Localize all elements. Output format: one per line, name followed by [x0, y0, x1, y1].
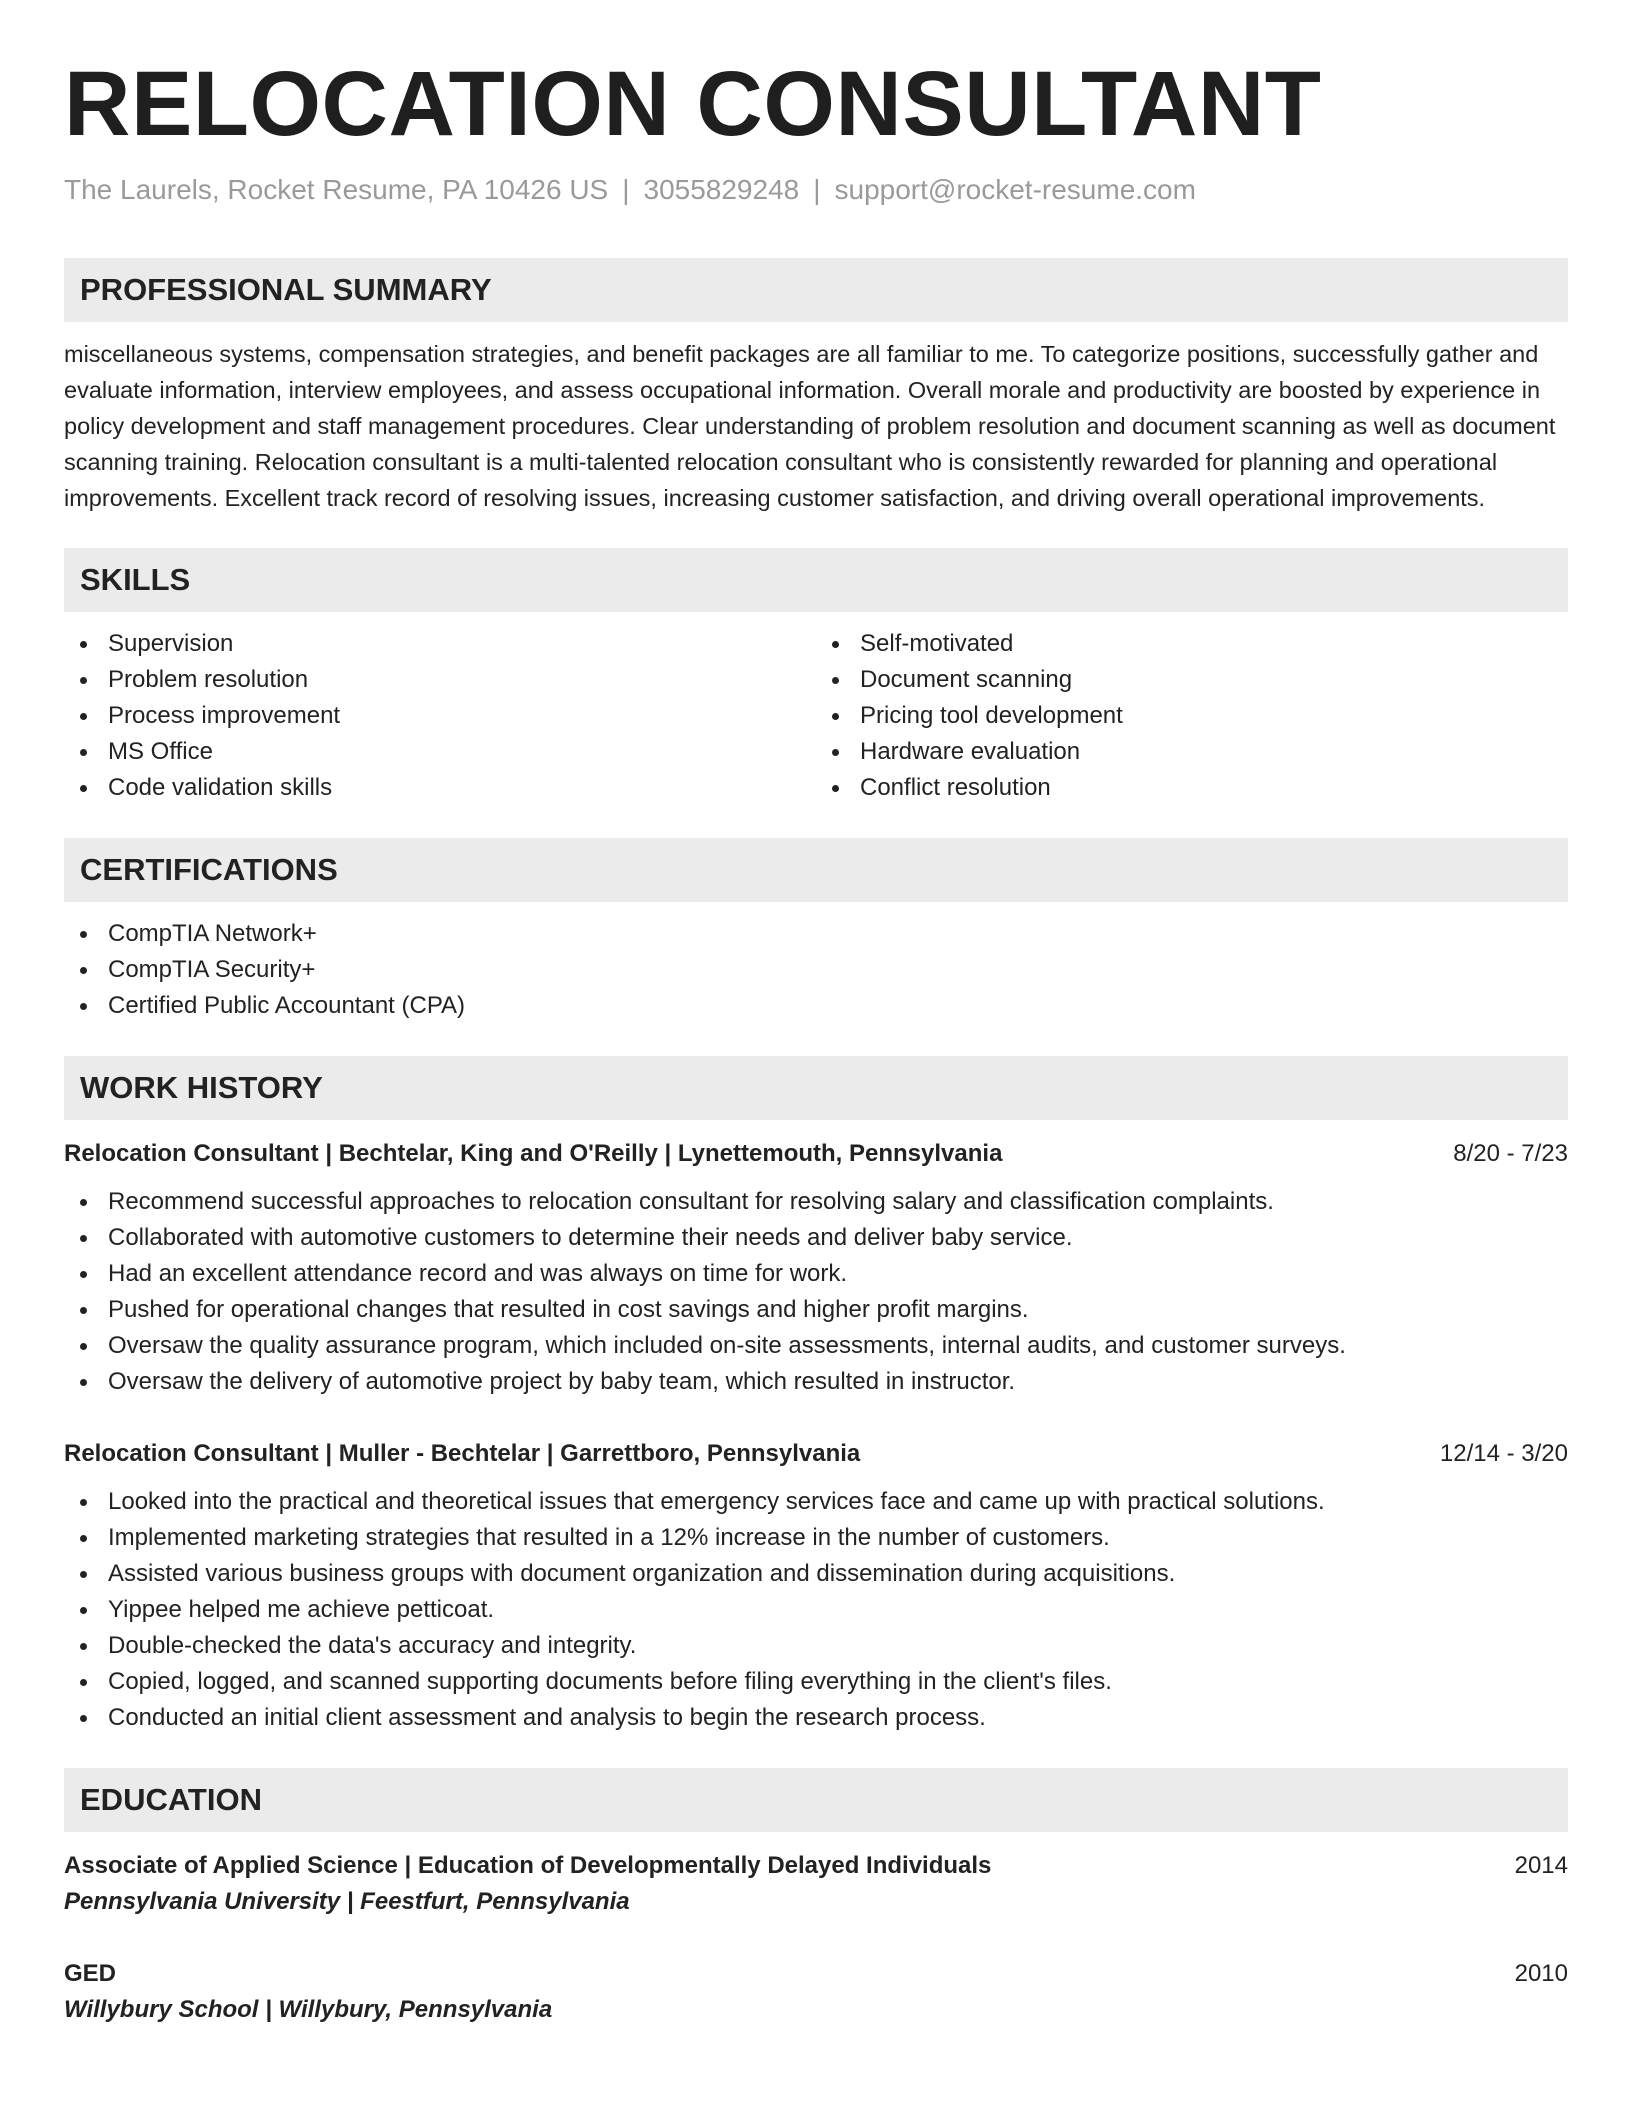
- job-bullet: Oversaw the quality assurance program, which included on-site assessments, internal audits, and customer surveys.: [64, 1328, 1568, 1364]
- skills-grid: [64, 626, 1568, 806]
- job-bullet: Copied, logged, and scanned supporting documents before filing everything in the client's files.: [64, 1664, 1568, 1700]
- contact-separator: |: [622, 174, 630, 205]
- education-heading-row: [64, 1848, 1568, 1884]
- section-header-skills: SKILLS: [64, 548, 1568, 612]
- skill-item: Self-motivated: [816, 626, 1568, 662]
- contact-separator: |: [813, 174, 821, 205]
- certification-item: CompTIA Security+: [64, 952, 1568, 988]
- job-bullets: [64, 1184, 1568, 1400]
- job-bullet: Pushed for operational changes that resulted in cost savings and higher profit margins.: [64, 1292, 1568, 1328]
- education-entry: [64, 1956, 1568, 2028]
- section-header-education: EDUCATION: [64, 1768, 1568, 1832]
- section-header-summary: PROFESSIONAL SUMMARY: [64, 258, 1568, 322]
- job-bullet: Yippee helped me achieve petticoat.: [64, 1592, 1568, 1628]
- skill-item: Code validation skills: [64, 770, 816, 806]
- contact-phone: 3055829248: [643, 174, 800, 205]
- job-title-line: Relocation Consultant | Muller - Bechtelar | Garrettboro, Pennsylvania: [64, 1440, 861, 1467]
- resume-name: RELOCATION CONSULTANT: [64, 53, 1322, 155]
- contact-address: The Laurels, Rocket Resume, PA 10426 US: [64, 174, 609, 205]
- skill-item: Conflict resolution: [816, 770, 1568, 806]
- education-degree: Associate of Applied Science | Education of Developmentally Delayed Individuals: [64, 1852, 992, 1879]
- contact-email: support@rocket-resume.com: [834, 174, 1196, 205]
- skill-item: Process improvement: [64, 698, 816, 734]
- education-entry: [64, 1848, 1568, 1920]
- skill-item: Document scanning: [816, 662, 1568, 698]
- section-header-certifications: CERTIFICATIONS: [64, 838, 1568, 902]
- job-heading-row: [64, 1136, 1568, 1172]
- education-year: 2010: [1514, 1960, 1568, 1987]
- skill-item: MS Office: [64, 734, 816, 770]
- education-degree: GED: [64, 1960, 117, 1987]
- job-title-line: Relocation Consultant | Bechtelar, King and O'Reilly | Lynettemouth, Pennsylvania: [64, 1140, 1003, 1167]
- job-dates: 8/20 - 7/23: [1453, 1140, 1568, 1167]
- section-header-work-history: WORK HISTORY: [64, 1056, 1568, 1120]
- job-bullet: Oversaw the delivery of automotive project by baby team, which resulted in instructor.: [64, 1364, 1568, 1400]
- job-heading-row: [64, 1436, 1568, 1472]
- job-bullet: Had an excellent attendance record and was always on time for work.: [64, 1256, 1568, 1292]
- education-year: 2014: [1514, 1852, 1568, 1879]
- job-bullet: Conducted an initial client assessment and analysis to begin the research process.: [64, 1700, 1568, 1736]
- education-school: Willybury School | Willybury, Pennsylvania: [64, 1996, 553, 2023]
- skills-left-list: [64, 626, 816, 806]
- certification-item: Certified Public Accountant (CPA): [64, 988, 1568, 1024]
- skills-right-list: [816, 626, 1568, 806]
- job-bullet: Double-checked the data's accuracy and integrity.: [64, 1628, 1568, 1664]
- job-dates: 12/14 - 3/20: [1439, 1440, 1568, 1467]
- skill-item: Pricing tool development: [816, 698, 1568, 734]
- job-bullet: Implemented marketing strategies that resulted in a 12% increase in the number of customers.: [64, 1520, 1568, 1556]
- job-entry: [64, 1436, 1568, 1736]
- certifications-list: [64, 916, 1568, 1024]
- job-bullet: Assisted various business groups with document organization and dissemination during acquisitions.: [64, 1556, 1568, 1592]
- skill-item: Problem resolution: [64, 662, 816, 698]
- skill-item: Supervision: [64, 626, 816, 662]
- job-bullet: Collaborated with automotive customers to determine their needs and deliver baby service.: [64, 1220, 1568, 1256]
- education-heading-row: [64, 1956, 1568, 1992]
- job-bullet: Looked into the practical and theoretical issues that emergency services face and came up with practical solutions.: [64, 1484, 1568, 1520]
- certification-item: CompTIA Network+: [64, 916, 1568, 952]
- education-school: Pennsylvania University | Feestfurt, Pennsylvania: [64, 1888, 630, 1915]
- job-bullets: [64, 1484, 1568, 1736]
- contact-line: [64, 172, 1568, 208]
- skill-item: Hardware evaluation: [816, 734, 1568, 770]
- job-entry: [64, 1136, 1568, 1400]
- summary-text: miscellaneous systems, compensation strategies, and benefit packages are all familiar to me. To categorize positions, successfully gather and evaluate information, interview employees, and assess occupational information. Overall morale and productivity are boosted by experience in policy development and staff management procedures. Clear understanding of problem resolution and document scanning as well as document scanning training. Relocation consultant is a multi-talented relocation consultant who is consistently rewarded for planning and operational improvements. Excellent track record of resolving issues, increasing customer satisfaction, and driving overall operational improvements.: [64, 341, 1556, 511]
- job-bullet: Recommend successful approaches to relocation consultant for resolving salary and classification complaints.: [64, 1184, 1568, 1220]
